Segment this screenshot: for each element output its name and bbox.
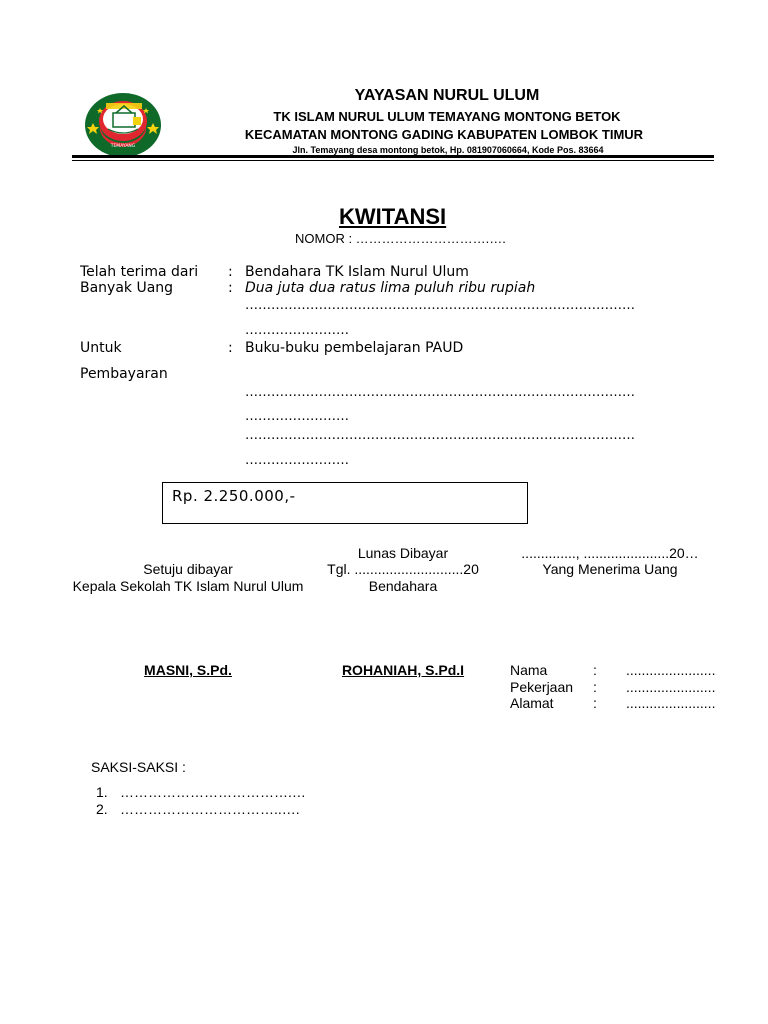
district-name: KECAMATAN MONTONG GADING KABUPATEN LOMBOK TIMUR bbox=[244, 127, 644, 142]
amount-colon: : bbox=[228, 280, 233, 296]
received-from-colon: : bbox=[228, 264, 233, 280]
header-rule-thin bbox=[72, 160, 714, 161]
receiver-address-colon: : bbox=[593, 695, 597, 711]
payment-label: Pembayaran bbox=[80, 366, 168, 382]
payment-dots-line-2: …………………… bbox=[245, 409, 349, 424]
receiver-address-value: ....................... bbox=[626, 695, 716, 711]
receiver-role: Yang Menerima Uang bbox=[542, 561, 678, 577]
school-address: Jln. Temayang desa montong betok, Hp. 081907060664, Kode Pos. 83664 bbox=[292, 145, 604, 155]
receiver-job-colon: : bbox=[593, 679, 597, 695]
receiver-name-value: ....................... bbox=[626, 662, 716, 678]
amount-label: Banyak Uang bbox=[80, 280, 174, 296]
header-rule-thick bbox=[72, 155, 714, 158]
receiver-job-label: Pekerjaan bbox=[510, 679, 574, 695]
school-name: TK ISLAM NURUL ULUM TEMAYANG MONTONG BETOK bbox=[273, 109, 621, 124]
foundation-name: YAYASAN NURUL ULUM bbox=[354, 87, 540, 104]
document-title: KWITANSI bbox=[339, 204, 447, 229]
amount-dots-line-2: …………………… bbox=[245, 323, 349, 338]
payment-dots-line-3: ……………………………………………………………………………… bbox=[245, 428, 635, 443]
amount-dots-line-1: ……………………………………………………………………………… bbox=[245, 298, 635, 313]
witness-2-number: 2. bbox=[96, 801, 108, 817]
for-colon: : bbox=[228, 340, 233, 356]
receiver-name-label: Nama bbox=[510, 662, 548, 678]
receiver-date: .............., ......................20… bbox=[521, 545, 699, 561]
paid-label: Lunas Dibayar bbox=[357, 545, 449, 561]
for-label: Untuk bbox=[80, 340, 122, 356]
paid-role: Bendahara bbox=[368, 578, 438, 594]
for-value: Buku-buku pembelajaran PAUD bbox=[245, 340, 464, 356]
witnesses-title: SAKSI-SAKSI : bbox=[91, 759, 186, 775]
receiver-job-value: ....................... bbox=[626, 679, 716, 695]
paid-date: Tgl. ............................20 bbox=[327, 561, 479, 577]
received-from-label: Telah terima dari bbox=[80, 264, 199, 280]
logo-bottom-text: TEMAYANG bbox=[110, 144, 136, 149]
receiver-name-colon: : bbox=[593, 662, 597, 678]
approve-name: MASNI, S.Pd. bbox=[144, 662, 232, 678]
payment-dots-line-4: …………………… bbox=[245, 453, 349, 468]
witness-1-number: 1. bbox=[96, 784, 108, 800]
received-from-value: Bendahara TK Islam Nurul Ulum bbox=[245, 264, 469, 280]
amount-words: Dua juta dua ratus lima puluh ribu rupiah bbox=[245, 280, 536, 296]
witness-1-line: ……………………………….… bbox=[120, 784, 306, 800]
payment-dots-line-1: ……………………………………………………………………………… bbox=[245, 385, 635, 400]
paid-name: ROHANIAH, S.Pd.I bbox=[341, 662, 465, 678]
approve-label: Setuju dibayar bbox=[143, 561, 233, 577]
witness-2-line: ……………………………..…. bbox=[120, 801, 300, 817]
approve-role: Kepala Sekolah TK Islam Nurul Ulum bbox=[72, 578, 304, 594]
amount-figure: Rp. 2.250.000,- bbox=[172, 487, 296, 505]
receiver-address-label: Alamat bbox=[510, 695, 554, 711]
receipt-number: NOMOR : ………………………….…. bbox=[295, 231, 506, 246]
